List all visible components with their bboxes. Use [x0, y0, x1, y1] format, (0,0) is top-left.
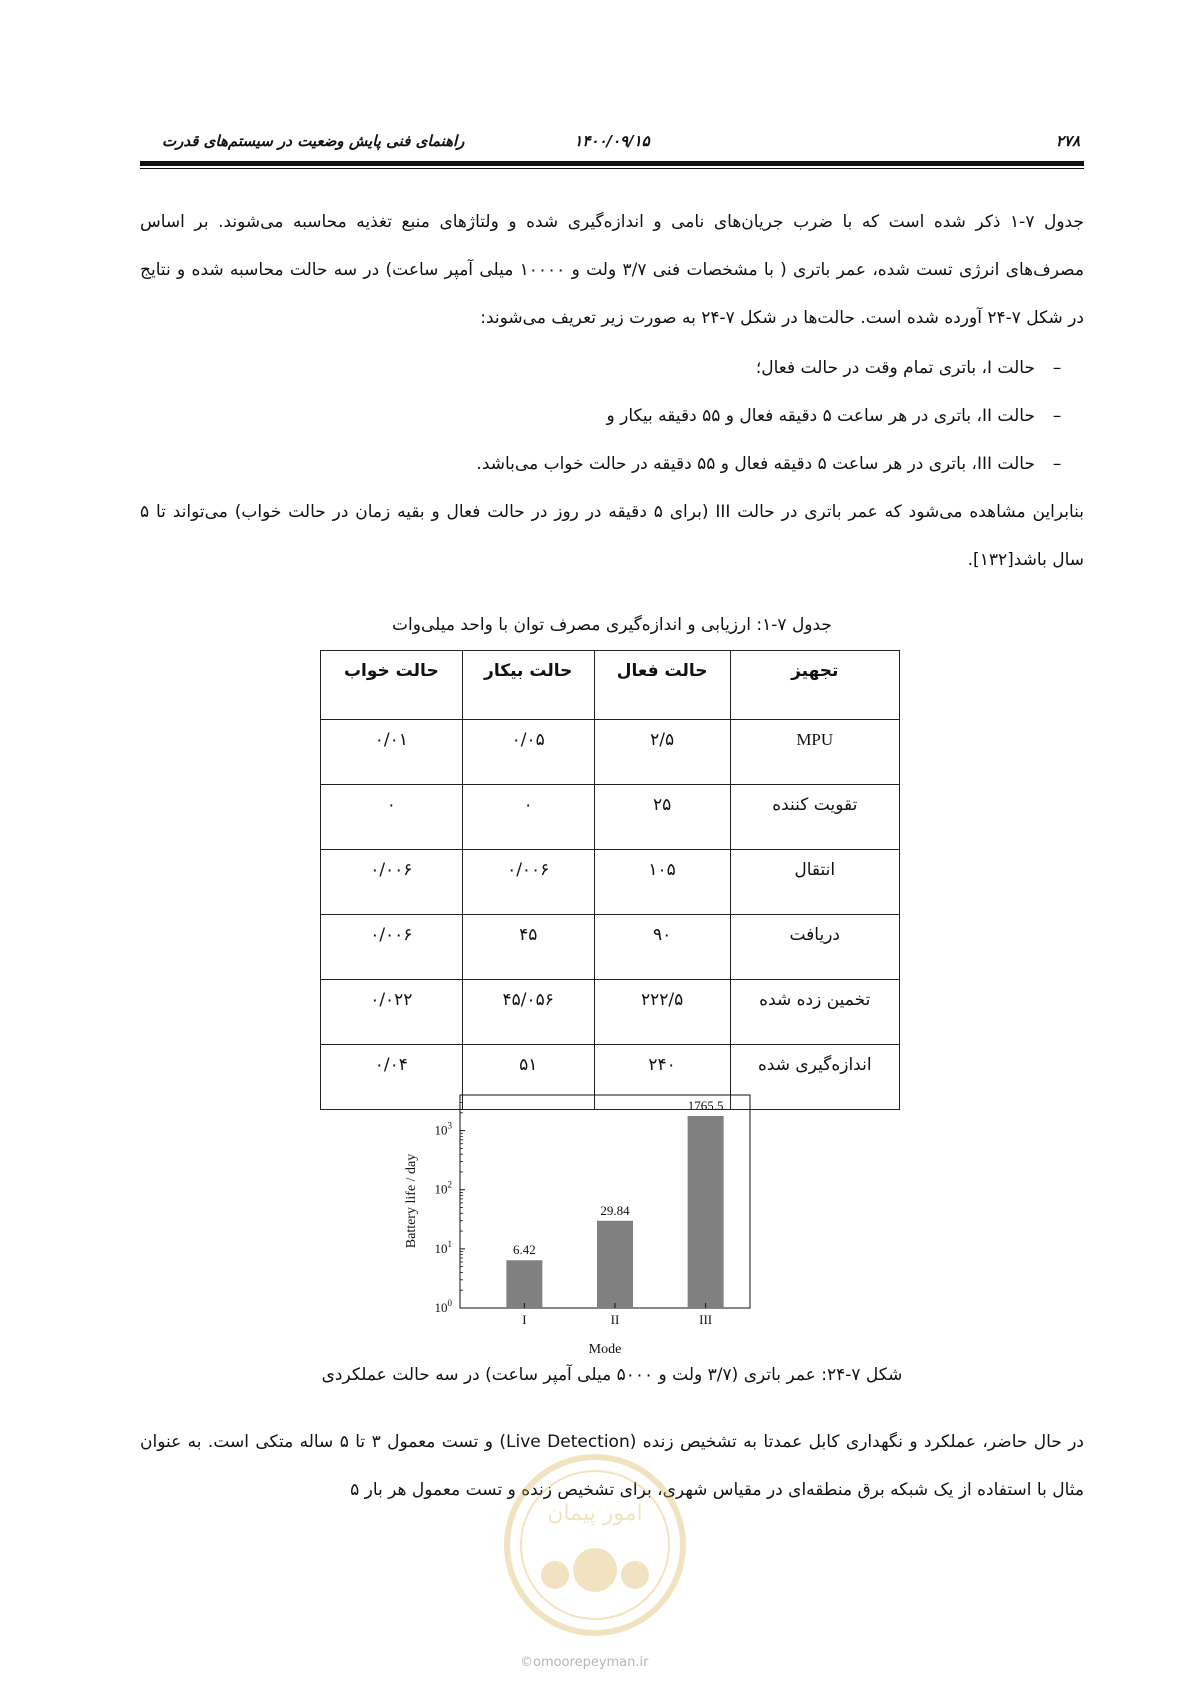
- table-cell: ۰: [462, 785, 594, 850]
- table-cell: ۲۴۰: [594, 1045, 730, 1110]
- table-cell: ۰/۰۴: [321, 1045, 463, 1110]
- table-cell: ۰: [321, 785, 463, 850]
- y-tick-label: $10^3$: [434, 1120, 452, 1138]
- watermark-gear-icon: [621, 1561, 649, 1589]
- y-tick-label: $10^1$: [434, 1238, 452, 1256]
- header-rule-thin: [140, 168, 1084, 169]
- x-tick-label: II: [610, 1312, 620, 1327]
- figure-caption: شکل ۷-۲۴: عمر باتری (۳/۷ ولت و ۵۰۰۰ میلی آمپر ساعت) در سه حالت عملکردی: [321, 1365, 903, 1385]
- column-header: حالت خواب: [321, 651, 463, 720]
- column-header: تجهیز: [730, 651, 900, 720]
- table-row: [321, 720, 900, 785]
- column-header: حالت بیکار: [462, 651, 594, 720]
- table-cell: MPU: [730, 720, 900, 785]
- table-cell: تقویت کننده: [730, 785, 900, 850]
- watermark-logo: [500, 1450, 690, 1640]
- bars-group: [506, 1098, 723, 1308]
- table-cell: ۵۱: [462, 1045, 594, 1110]
- bar-mode-II: [597, 1221, 633, 1308]
- bar-value-label: 1765.5: [687, 1098, 724, 1114]
- table-cell: ۲۲۲/۵: [594, 980, 730, 1045]
- table-cell: انتقال: [730, 850, 900, 915]
- table-caption: جدول ۷-۱: ارزیابی و اندازه‌گیری مصرف توان با واحد میلی‌وات: [392, 615, 832, 635]
- table-row: [321, 915, 900, 980]
- y-tick-label: $10^2$: [434, 1179, 452, 1197]
- watermark-url-text: omoorepeyman.ir: [533, 1655, 649, 1670]
- table-cell: ۹۰: [594, 915, 730, 980]
- paragraph-2: بنابراین مشاهده می‌شود که عمر باتری در حالت III (برای ۵ دقیقه در روز در حالت فعال و بقیه زمان در حالت خواب) می‌تواند تا ۵ سال باشد[۱۳۲].: [140, 502, 1084, 570]
- x-tick-label: III: [699, 1312, 713, 1327]
- list-item: – حالت I، باتری تمام وقت در حالت فعال؛: [171, 344, 1071, 392]
- battery-life-chart: [395, 1085, 775, 1365]
- table-cell: ۰/۰۵: [462, 720, 594, 785]
- x-axis-label: Mode: [588, 1342, 622, 1357]
- table-cell: ۰/۰۰۶: [321, 915, 463, 980]
- watermark-scale-icon: [541, 1561, 569, 1589]
- table-cell: ۰/۰۱: [321, 720, 463, 785]
- watermark-inner-ring: [521, 1471, 669, 1619]
- table-cell: ۲۵: [594, 785, 730, 850]
- table-cell: ۴۵: [462, 915, 594, 980]
- x-tick-label: I: [522, 1312, 527, 1327]
- y-tick-label: $10^0$: [434, 1298, 452, 1315]
- table-row: [321, 850, 900, 915]
- table-cell: ۰/۰۲۲: [321, 980, 463, 1045]
- table-cell: دریافت: [730, 915, 900, 980]
- table-cell: تخمین زده شده: [730, 980, 900, 1045]
- header-rule-thick: [140, 161, 1084, 166]
- list-item: – حالت II، باتری در هر ساعت ۵ دقیقه فعال و ۵۵ دقیقه بیکار و: [171, 392, 1071, 440]
- header-title: راهنمای فنی پایش وضعیت در سیستم‌های قدرت: [162, 132, 465, 150]
- table-cell: ۱۰۵: [594, 850, 730, 915]
- table-cell: ۴۵/۰۵۶: [462, 980, 594, 1045]
- table-row: [321, 980, 900, 1045]
- bar-value-label: 29.84: [600, 1202, 630, 1218]
- column-header: حالت فعال: [594, 651, 730, 720]
- page-number: ۲۷۸: [1055, 132, 1080, 150]
- table-cell: ۲/۵: [594, 720, 730, 785]
- bar-mode-III: [688, 1116, 724, 1308]
- power-consumption-table: [320, 650, 900, 1110]
- header-date: ۱۴۰۰/۰۹/۱۵: [574, 132, 650, 150]
- table-row: [321, 785, 900, 850]
- watermark-logo-text: امور پیمان: [547, 1501, 643, 1526]
- table-header-row: [321, 651, 900, 720]
- table-cell: اندازه‌گیری شده: [730, 1045, 900, 1110]
- table-cell: ۰/۰۰۶: [462, 850, 594, 915]
- watermark-ring: [507, 1457, 683, 1633]
- bar-mode-I: [506, 1260, 542, 1308]
- watermark-url: ©omoorepeyman.ir: [520, 1655, 649, 1670]
- paragraph-1: جدول ۷-۱ ذکر شده است که با ضرب جریان‌های نامی و اندازه‌گیری شده و ولتاژهای منبع تغذیه محاسبه می‌شوند. بر اساس مصرف‌های انرژی تست شده، عمر باتری ( با مشخصات فنی ۳/۷ ولت و ۱۰۰۰۰ میلی آمپر ساعت) در سه حالت محاسبه شده و نتایج در شکل ۷-۲۴ آورده شده است. حالت‌ها در شکل ۷-۲۴ به صورت زیر تعریف می‌شوند:: [140, 212, 1084, 328]
- y-axis-label: Battery life / day: [404, 1153, 419, 1249]
- bar-value-label: 6.42: [513, 1242, 536, 1258]
- table-cell: ۰/۰۰۶: [321, 850, 463, 915]
- list-item: – حالت III، باتری در هر ساعت ۵ دقیقه فعال و ۵۵ دقیقه در حالت خواب می‌باشد.: [171, 440, 1071, 488]
- mode-definitions-list: [171, 344, 1071, 488]
- page-header: [140, 128, 1084, 158]
- watermark-person-icon: [573, 1548, 617, 1592]
- paragraph-3: در حال حاضر، عملکرد و نگهداری کابل عمدتا به تشخیص زنده (Live Detection) و تست معمول ۳ تا ۵ ساله متکی است. به عنوان مثال با استفاده از یک شبکه برق منطقه‌ای در مقیاس شهری، برای تشخیص زنده و تست معمول هر بار ۵: [140, 1432, 1085, 1500]
